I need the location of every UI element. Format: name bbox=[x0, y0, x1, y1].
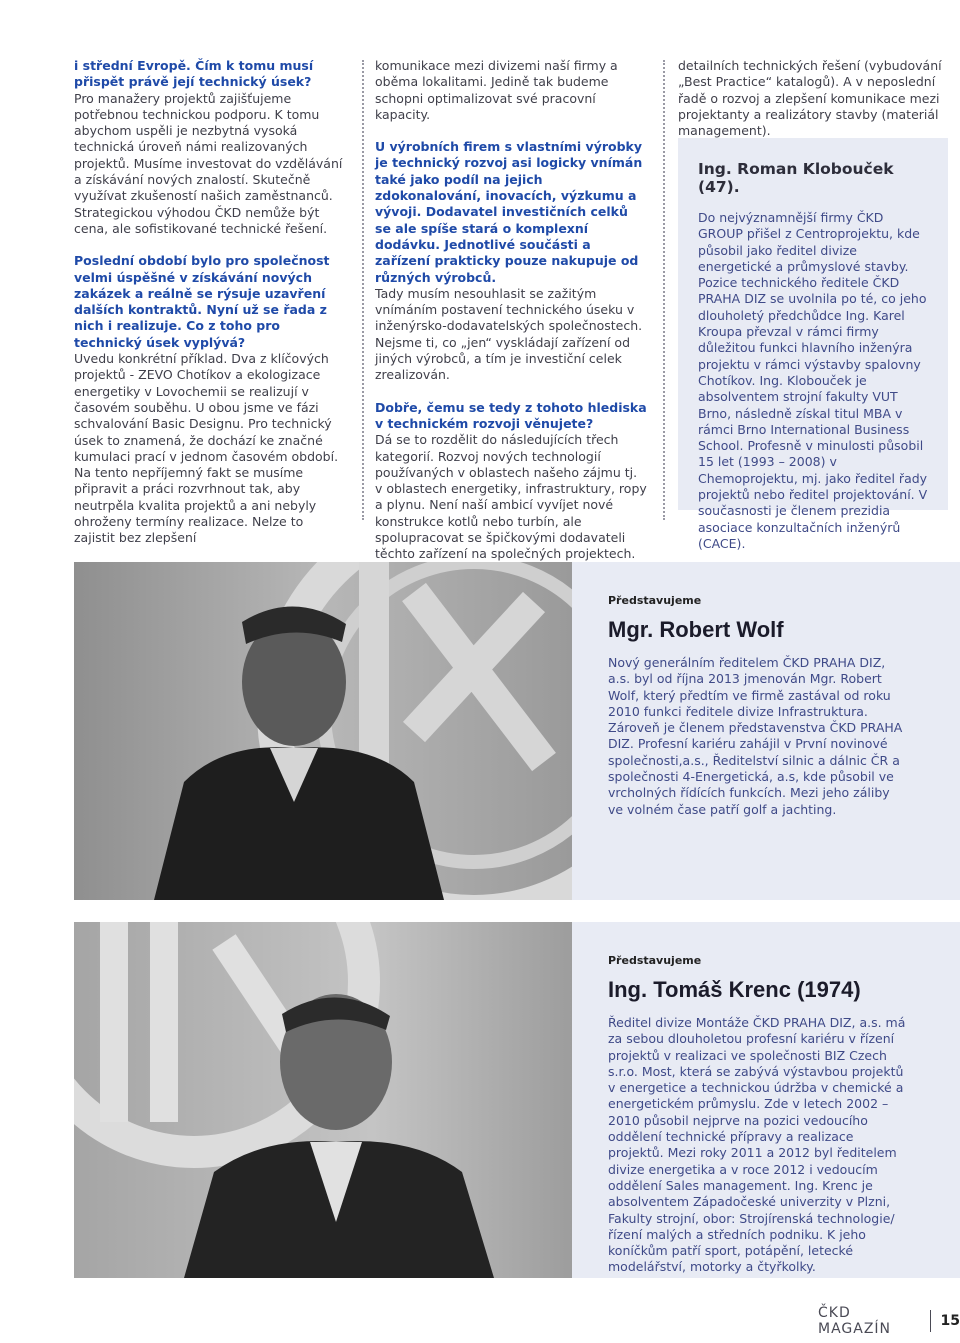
column-divider-2 bbox=[663, 60, 665, 520]
column1-question-end: i střední Evropě. Čím k tomu musí přispět právě její technický úsek? bbox=[74, 58, 314, 90]
page-number: 15 bbox=[940, 1313, 960, 1329]
portrait-image bbox=[74, 922, 572, 1278]
column2-question-1: U výrobních firem s vlastními výrobky je technický rozvoj asi logicky vnímán také jako podíl na jejich zdokonalování, inovacích, výzkumu a vývoji. Dodavatel investičních celků se ale spíše stará o komplexní dodávku. Jednotlivé součásti a zařízení prakticky pouze nakupuje od různých výrobců. bbox=[375, 139, 643, 285]
footer-separator bbox=[930, 1310, 931, 1332]
column1-intro bbox=[74, 58, 346, 237]
sidebar-name: Ing. Roman Klobouček (47). bbox=[698, 160, 894, 196]
column2-answer-2: Tady musím nesouhlasit se zažitým vnímáním postavení technického úseku v inženýrsko-dodavatelských společnostech. Nejsme ti, co „jen“ vyskládají zařízení od jiných výrobců, a tím je investiční celek zrealizován. bbox=[375, 285, 643, 383]
column2-question-2: Dobře, čemu se tedy z tohoto hlediska v technickém rozvoji věnujete? bbox=[375, 399, 647, 431]
column1-answer-1: Pro manažery projektů zajišťujeme potřebnou technickou podporu. K tomu abychom uspěli je nezbytná vysoká technická úroveň námi realizovaných projektů. Musíme investovat do vzdělávání a získávání nových znalostí. Skutečně využívat zkušeností našich zaměstnanců. Strategickou výhodou ČKD nemůže být cena, ale sofistikované technické řešení. bbox=[74, 90, 343, 236]
sidebar-bio: Do nejvýznamnější firmy ČKD GROUP přišel z Centroprojektu, kde působil jako ředitel divize energetické a průmyslové stavby. Pozice technického ředitele ČKD PRAHA DIZ se uvolnila po té, co jeho dlouholetý předchůdce Ing. Karel Kroupa převzal v rámci firmy důležitou funkci hlavního inženýra projektu v rámci výstavby spalovny Chotíkov. Ing. Klobouček je absolventem strojní fakulty VUT Brno, následně získal titul MBA v rámci Brno International Business School. Profesně v minulosti působil 15 let (1993 – 2008) v Chemoprojektu, mj. jako ředitel řady projektů nebo ředitel projektování. V současnosti je členem prezidia asociace konzultačních inženýrů (CACE). bbox=[698, 210, 928, 551]
article-column-3 bbox=[678, 58, 948, 139]
profile-kicker: Představujeme bbox=[608, 954, 702, 967]
magazine-title: ČKD MAGAZÍN bbox=[818, 1305, 892, 1337]
profile-name: Mgr. Robert Wolf bbox=[608, 617, 784, 642]
profile-bio: Ředitel divize Montáže ČKD PRAHA DIZ, a.s. má za sebou dlouholetou profesní kariéru v řízení projektů v realizaci ve společnosti BIZ Czech s.r.o. Most, která se zabývá výstavbou projektů v energetice a technickou údržba v chemické a energetickém průmyslu. Zde v letech 2002 – 2010 působil nejprve na pozici vedoucího oddělení technické přípravy a realizace projektů. Mezi roky 2011 a 2012 byl ředitelem divize energetika a v roce 2012 i vedoucím oddělení Sales management. Ing. Krenc je absolventem Západočeské univerzity v Plzni, Fakulty strojní, obor: Strojírenská technologie/řízení malých a středních podniku. K jeho koníčkům patří sport, potápění, letecké modelářství, motorky a čtyřkolky. bbox=[608, 1015, 906, 1275]
profile-tomas-krenc bbox=[0, 922, 960, 1278]
column2-answer-3: Dá se to rozdělit do následujících třech kategorií. Rozvoj nových technologií používaných v oblastech našeho zájmu tj. v oblastech energetiky, infrastruktury, ropy a plynu. Není naší ambicí vyvíjet nové konstrukce kotlů nebo turbín, ale spolupracovat se špičkovými dodavateli těchto zařízení na společných projektech. bbox=[375, 432, 647, 562]
column-divider-1 bbox=[362, 60, 364, 520]
profile-text bbox=[608, 954, 908, 1276]
profile-bio: Nový generálním ředitelem ČKD PRAHA DIZ, a.s. byl od října 2013 jmenován Mgr. Robert Wolf, který předtím ve firmě zastával od roku 2010 funkci ředitele divize Infrastruktura. Zároveň je členem představenstva ČKD PRAHA DIZ. Profesní kariéru zahájil v První novinové společnosti,a.s., Ředitelství silnic a dálnic ČR a společnosti 4-Energetická, a.s, kde působil ve vrcholných řídících funkcích. Mezi jeho záliby ve volném čase patří golf a jachting. bbox=[608, 655, 903, 817]
article-column-1 bbox=[74, 58, 346, 547]
profile-robert-wolf bbox=[0, 562, 960, 900]
profile-name: Ing. Tomáš Krenc (1974) bbox=[608, 977, 861, 1002]
portrait-image bbox=[74, 562, 572, 900]
profile-text bbox=[608, 594, 908, 818]
profile-box-klobouček bbox=[678, 138, 948, 551]
portrait-photo-tomas-krenc bbox=[74, 922, 572, 1278]
column2-answer-1: komunikace mezi divizemi naší firmy a oběma lokalitami. Jedině tak budeme schopni optimalizovat své pracovní kapacity. bbox=[375, 58, 618, 122]
page-footer bbox=[818, 1305, 960, 1337]
portrait-photo-robert-wolf bbox=[74, 562, 572, 900]
column3-text: detailních technických řešení (vybudování „Best Practice“ katalogů). A v neposlední řadě o rozvoj a zlepšení komunikace mezi projektanty a realizátory stavby (materiál management). bbox=[678, 58, 942, 139]
article-column-2 bbox=[375, 58, 647, 612]
column1-answer-2: Uvedu konkrétní příklad. Dva z klíčových projektů - ZEVO Chotíkov a ekologizace energetiky v Lovochemii se realizují v časovém souběhu. U obou jsme ve fázi schvalování Basic Designu. Pro technický úsek to znamená, že dochází ke značné kumulaci prací v jednom časovém období. Na tento nepříjemný fakt se musíme připravit a práci rozvrhnout tak, aby neutrpěla kvalita projektů a ani nebyly ohroženy termíny realizace. Nelze to zajistit bez zlepšení bbox=[74, 351, 339, 546]
column1-question-2: Poslední období bylo pro společnost velmi úspěšné v získávání nových zakázek a reálně se rýsuje uzavření dalších kontraktů. Nyní už se řada z nich i realizuje. Co z toho pro technický úsek vyplývá? bbox=[74, 253, 330, 350]
profile-kicker: Představujeme bbox=[608, 594, 702, 607]
